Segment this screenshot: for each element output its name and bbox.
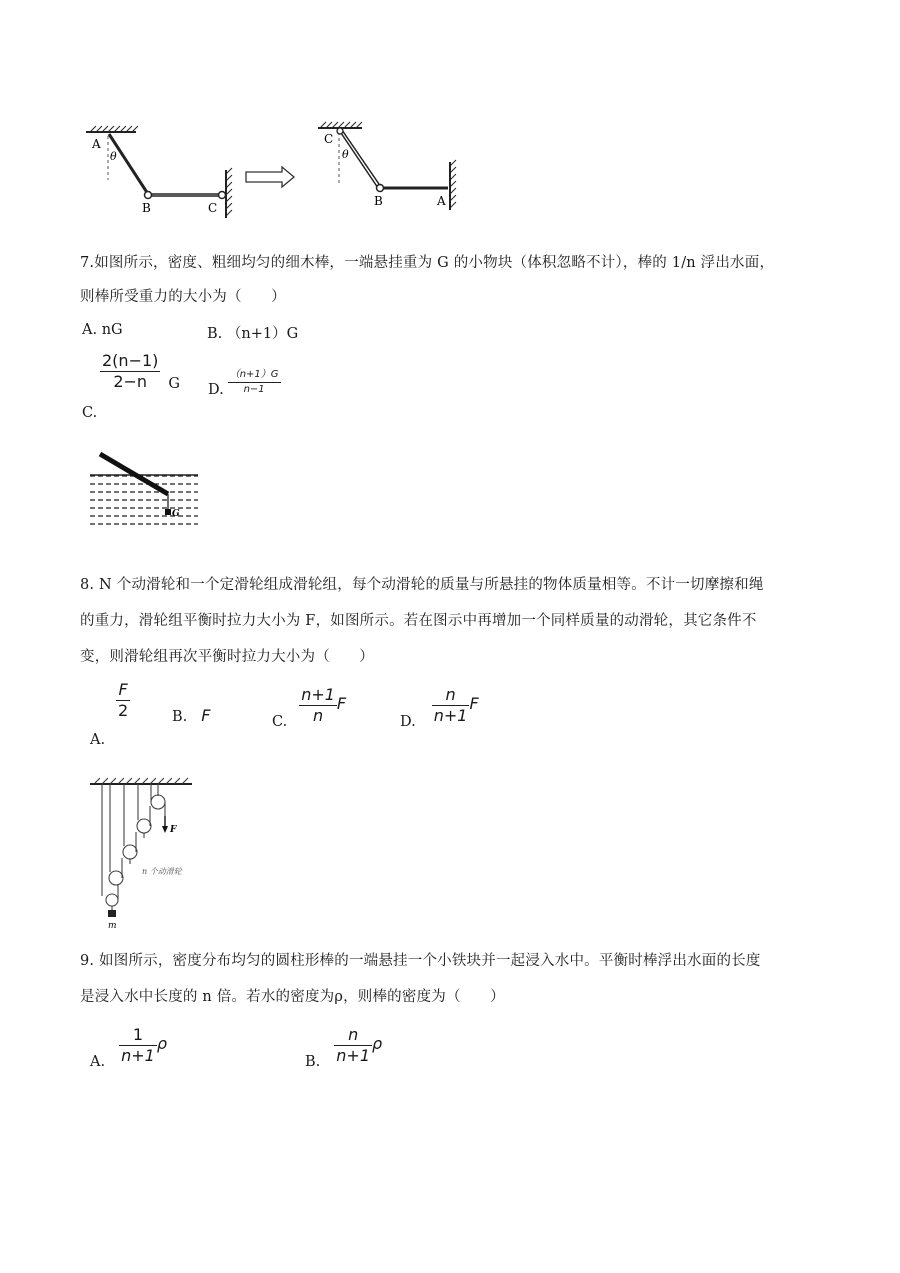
fig-q7-label-g: G (172, 509, 180, 519)
fraction-denominator: n+1 (433, 705, 468, 725)
fig-q8-label-m: m (108, 921, 117, 931)
q9-option-a-suffix: ρ (156, 1033, 167, 1053)
fraction-denominator: n+1 (336, 1045, 370, 1065)
q7-option-b[interactable]: B. （n+1）G (207, 326, 299, 342)
q9-option-b-suffix: ρ (372, 1033, 383, 1053)
fraction-denominator: 2−n (113, 371, 148, 391)
fraction-denominator: n (312, 705, 324, 725)
q8-option-c[interactable] (272, 680, 346, 730)
q7-option-c-expr[interactable] (100, 350, 180, 392)
q7-option-d-fraction (228, 369, 281, 396)
figure-pulley-system (88, 776, 248, 932)
fraction-numerator: （n+1）G (229, 368, 279, 380)
fraction-numerator: n (348, 1024, 359, 1044)
q8-stem-line1: 8. N 个动滑轮和一个定滑轮组成滑轮组，每个动滑轮的质量与所悬挂的物体质量相等。不计一切摩擦和绳 (80, 577, 764, 593)
q7-option-c-fraction (100, 352, 160, 391)
q9-option-b-fraction (334, 1026, 372, 1065)
fig-right-label-c: C (324, 132, 334, 146)
figure-rod-system (80, 118, 480, 223)
q8-option-a-fraction (116, 681, 130, 720)
fraction-numerator: n (445, 684, 456, 704)
fraction-numerator: 2(n−1) (102, 350, 159, 370)
fig-right-label-theta: θ (342, 148, 349, 161)
figure-rod-in-water (88, 448, 200, 530)
q7-option-d-label: D. (208, 382, 224, 398)
q8-option-a-label[interactable]: A. (90, 732, 106, 748)
q7-stem-line2: 则棒所受重力的大小为（ ） (80, 289, 286, 305)
fraction-bar (228, 382, 281, 383)
q7-option-d[interactable] (208, 366, 281, 398)
fraction-denominator: n−1 (243, 383, 265, 395)
fraction-numerator: F (118, 680, 128, 699)
q8-option-a-expr[interactable] (116, 680, 130, 720)
q9-option-b[interactable] (305, 1020, 382, 1070)
q9-stem-line2: 是浸入水中长度的 n 倍。若水的密度为ρ，则棒的密度为（ ） (80, 989, 505, 1005)
fraction-denominator: n+1 (121, 1045, 155, 1065)
fig-right-label-b: B (374, 194, 383, 208)
fig-left-label-theta: θ (110, 150, 117, 163)
q8-option-c-fraction (299, 686, 337, 725)
q9-option-a-fraction (119, 1026, 157, 1065)
fraction-numerator: n+1 (301, 684, 335, 704)
q9-option-a-label: A. (90, 1054, 106, 1070)
q8-stem-line2: 的重力，滑轮组平衡时拉力大小为 F，如图所示。若在图示中再增加一个同样质量的动滑轮，其它条件不 (80, 613, 757, 629)
fig-left-label-b: B (142, 201, 151, 215)
q8-stem-line3: 变，则滑轮组再次平衡时拉力大小为（ ） (80, 649, 374, 665)
arrow-down-icon (162, 826, 168, 833)
q8-option-c-label: C. (272, 714, 288, 730)
q8-option-b[interactable] (172, 706, 210, 725)
fig-right-label-a: A (437, 194, 446, 208)
q7-stem-line1: 7.如图所示，密度、粗细均匀的细木棒，一端悬挂重为 G 的小物块（体积忽略不计），棒的 1/n 浮出水面， (80, 255, 775, 271)
q8-option-c-suffix: F (336, 693, 347, 713)
q8-option-b-value: F (201, 706, 211, 725)
q7-option-a[interactable]: A. nG (82, 322, 123, 338)
fraction-denominator: 2 (118, 701, 129, 720)
q9-option-a[interactable] (90, 1020, 167, 1070)
fraction-numerator: 1 (132, 1024, 144, 1044)
q7-option-c-label[interactable]: C. (82, 405, 98, 421)
q9-option-b-label: B. (305, 1054, 321, 1070)
q8-option-b-label: B. (172, 709, 188, 725)
q9-stem-line1: 9. 如图所示，密度分布均匀的圆柱形棒的一端悬挂一个小铁块并一起浸入水中。平衡时棒浮出水面的长度 (80, 953, 761, 969)
q8-option-d-fraction (432, 686, 470, 725)
fig-left-label-a: A (92, 137, 101, 151)
q8-option-d[interactable] (400, 680, 479, 730)
fig-q8-label-f: F (170, 825, 177, 835)
q8-option-d-suffix: F (469, 693, 479, 713)
q8-option-d-label: D. (400, 714, 416, 730)
q7-option-c-suffix: G (168, 376, 180, 392)
fig-left-label-c: C (208, 201, 218, 215)
fig-q8-label-n: n 个动滑轮 (142, 867, 182, 876)
arrow-right-icon (246, 167, 294, 187)
